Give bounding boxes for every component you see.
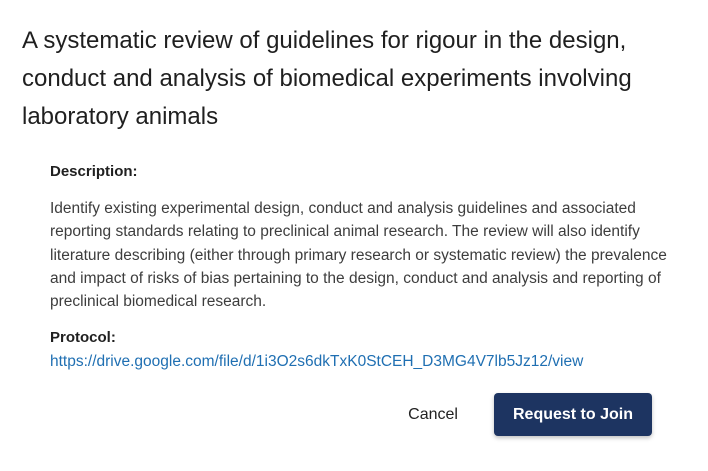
dialog-actions bbox=[384, 393, 652, 436]
protocol-link[interactable]: https://drive.google.com/file/d/1i3O2s6dkTxK0StCEH_D3MG4V7lb5Jz12/view bbox=[50, 353, 584, 371]
cancel-button[interactable]: Cancel bbox=[384, 394, 482, 436]
description-label: Description: bbox=[50, 163, 138, 180]
protocol-label: Protocol: bbox=[50, 329, 116, 347]
dialog-content bbox=[50, 161, 670, 373]
request-to-join-button[interactable]: Request to Join bbox=[494, 393, 652, 436]
dialog-title: A systematic review of guidelines for rigour in the design, conduct and analysis of biomedical experiments involving laboratory animals bbox=[22, 27, 632, 130]
description-text: Identify existing experimental design, conduct and analysis guidelines and associated reporting standards relating to preclinical animal research. The review will also identify literature describing (either through primary research or systematic review) the prevalence and impact of risks of bias pertaining to the design, conduct and analysis and reporting of preclinical biomedical research. bbox=[50, 200, 667, 311]
